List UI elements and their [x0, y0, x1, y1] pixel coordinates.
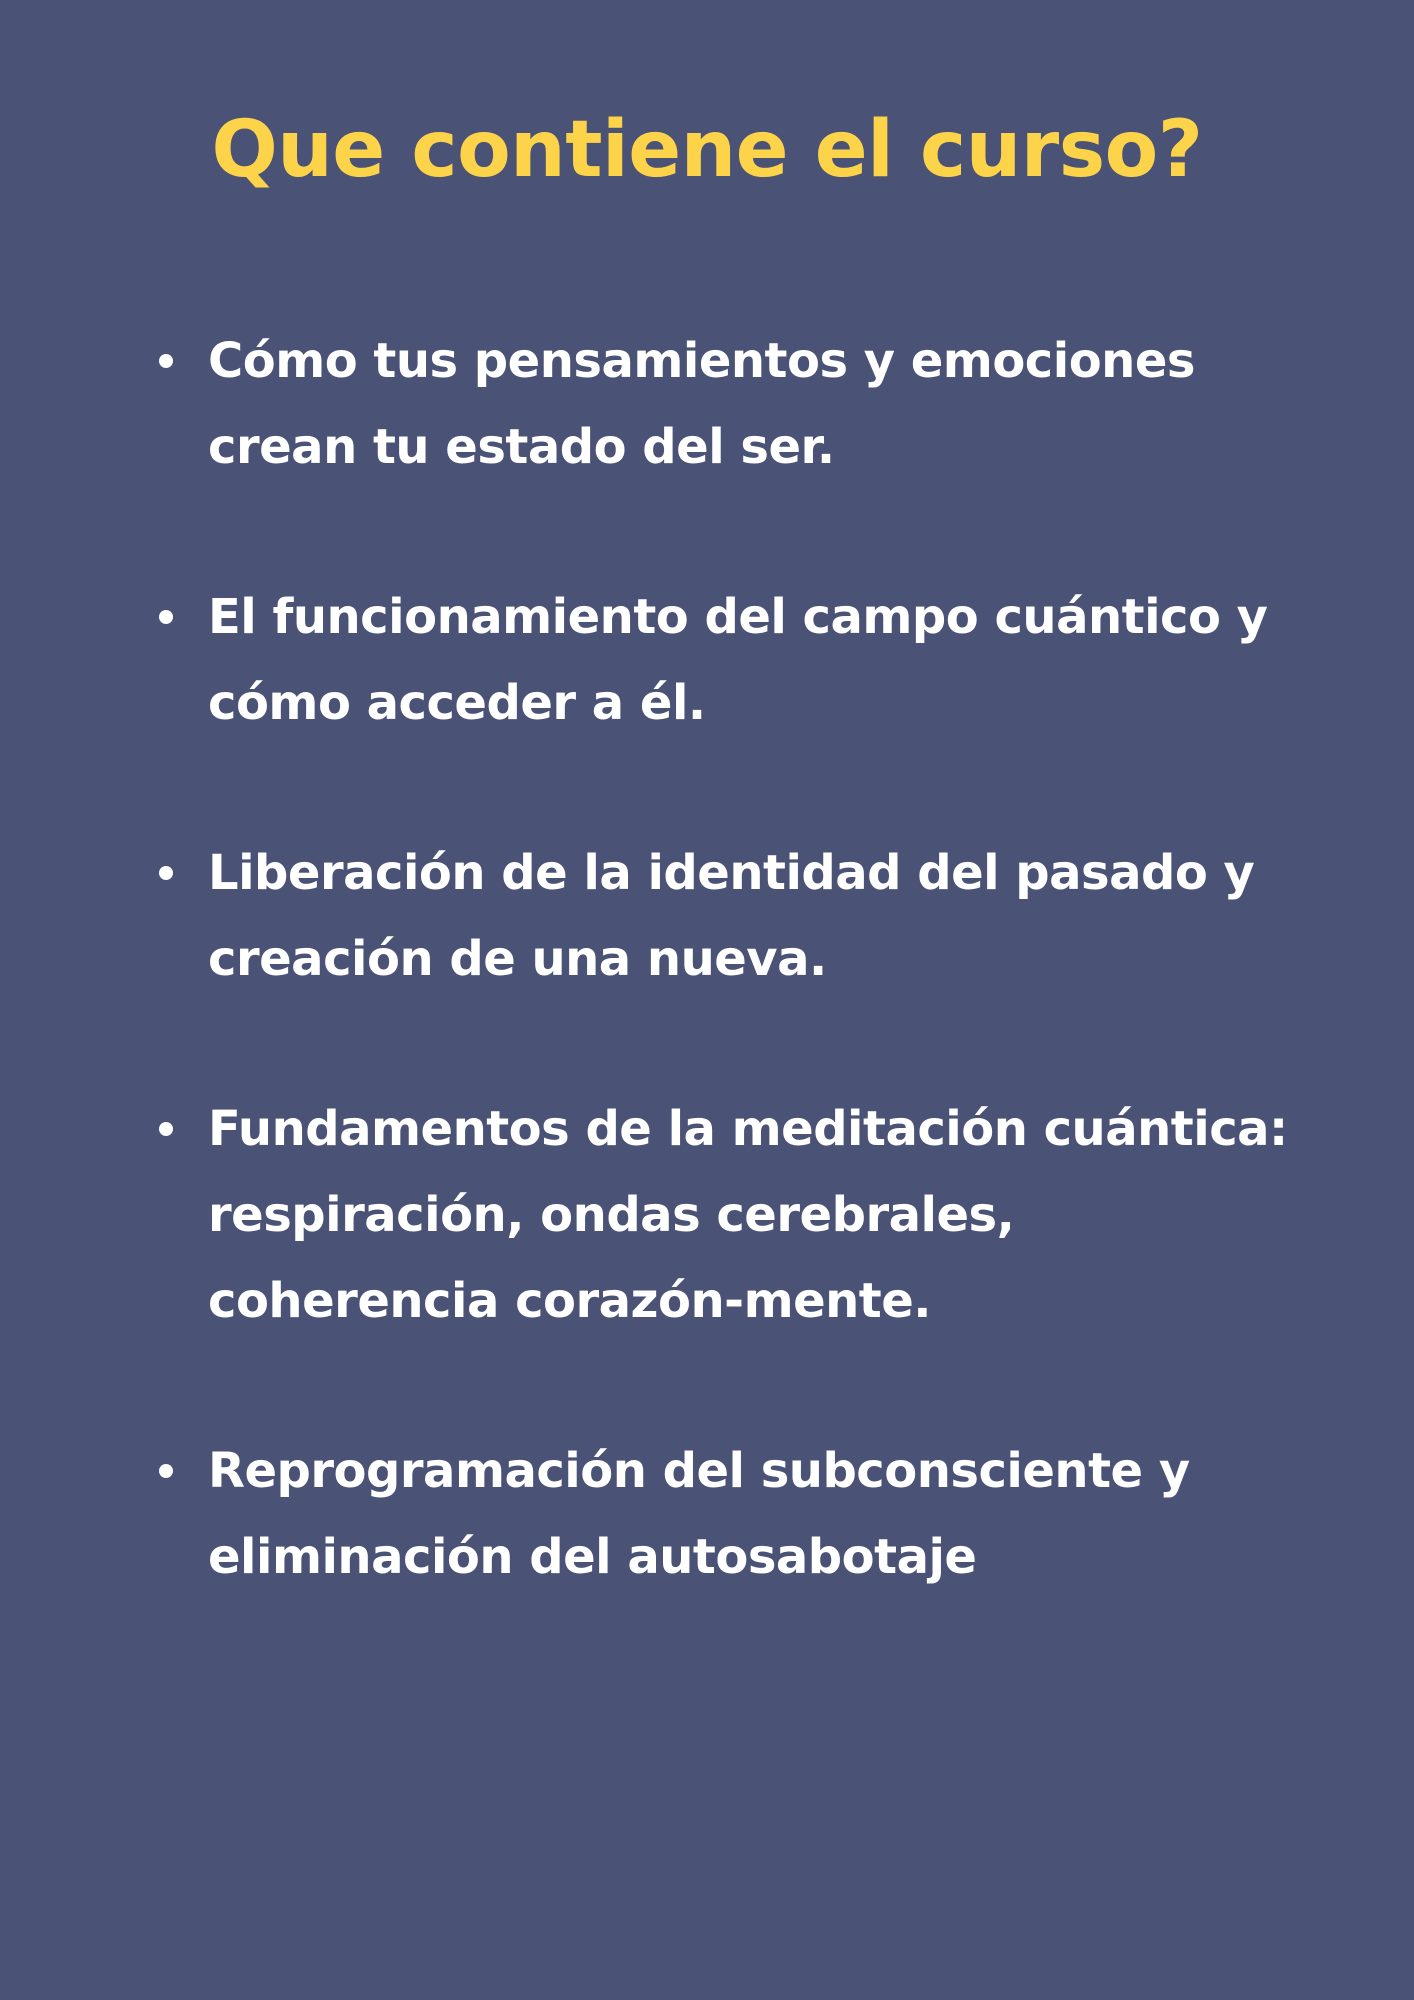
- page-title: Que contiene el curso?: [211, 105, 1203, 195]
- bullet-icon: [159, 354, 173, 368]
- list-item: [150, 1086, 1300, 1344]
- bullet-icon: [159, 866, 173, 880]
- list-item: [150, 574, 1300, 746]
- list-item: [150, 1428, 1300, 1600]
- list-item: [150, 318, 1300, 490]
- list-item-text: Liberación de la identidad del pasado y creación de una nueva.: [208, 845, 1255, 987]
- bullet-icon: [159, 610, 173, 624]
- list-item-text: El funcionamiento del campo cuántico y cómo acceder a él.: [208, 589, 1268, 731]
- course-contents-list: [150, 318, 1300, 1684]
- bullet-icon: [159, 1122, 173, 1136]
- list-item: [150, 830, 1300, 1002]
- list-item-text: Reprogramación del subconsciente y eliminación del autosabotaje: [208, 1443, 1190, 1585]
- bullet-icon: [159, 1464, 173, 1478]
- list-item-text: Cómo tus pensamientos y emociones crean tu estado del ser.: [208, 333, 1195, 475]
- list-item-text: Fundamentos de la meditación cuántica: respiración, ondas cerebrales, coherencia corazón-mente.: [208, 1101, 1288, 1329]
